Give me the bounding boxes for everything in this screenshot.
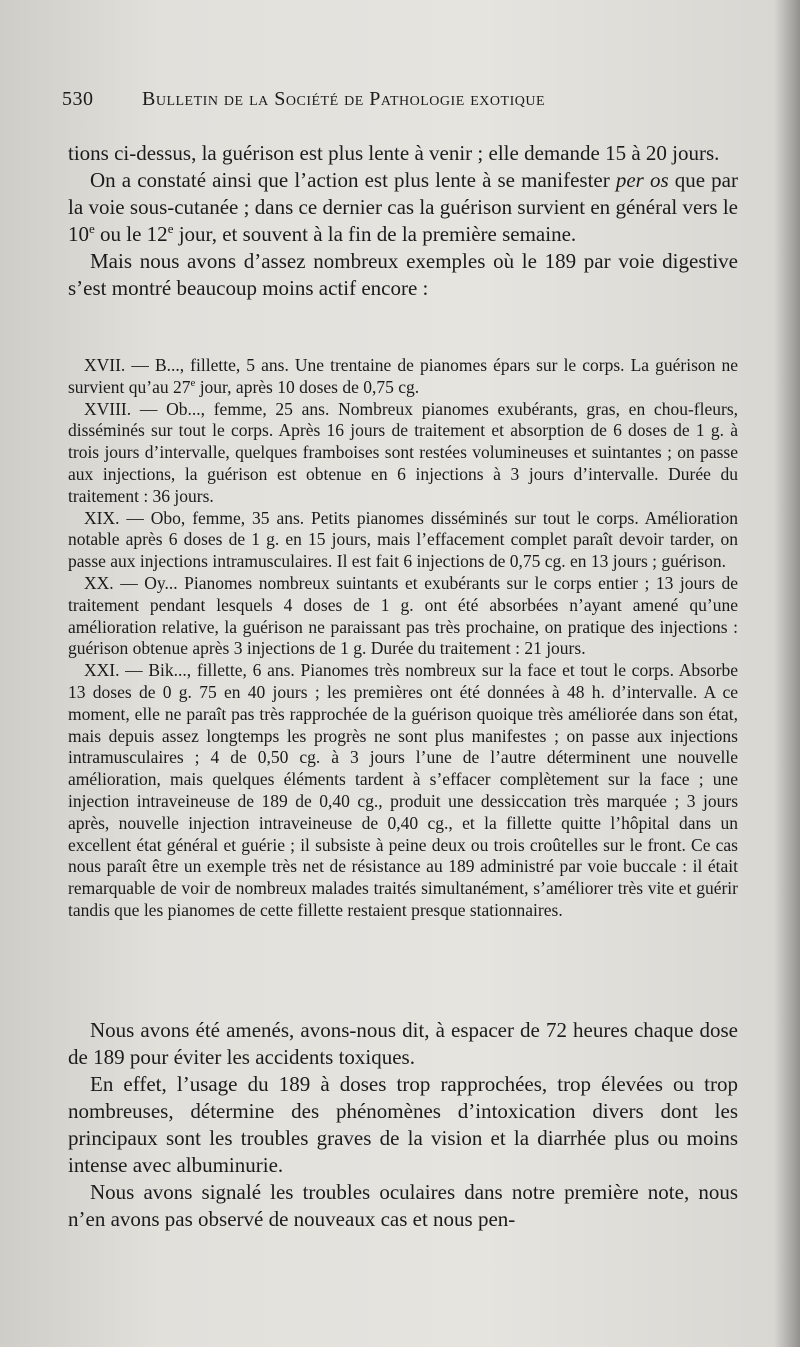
intro-paragraph-1: tions ci-dessus, la guérison est plus lente à venir ; elle demande 15 à 20 jours. <box>68 141 720 165</box>
case-list <box>68 355 738 922</box>
closing-paragraph-3: Nous avons signalé les troubles oculaires dans notre première note, nous n’en avons pas observé de nouveaux cas et nous pen- <box>68 1180 738 1231</box>
case-xvii: XVII. — B..., fillette, 5 ans. Une trentaine de pianomes épars sur le corps. La guérison ne survient qu’au 27e jour, après 10 doses de 0,75 cg. <box>68 355 738 397</box>
page-number: 530 <box>62 88 94 110</box>
closing-paragraph-2: En effet, l’usage du 189 à doses trop rapprochées, trop élevées ou trop nombreuses, détermine des phénomènes d’intoxication divers dont les principaux sont les troubles graves de la vision et la diarrhée plus ou moins intense avec albuminurie. <box>68 1072 738 1177</box>
case-xviii: XVIII. — Ob..., femme, 25 ans. Nombreux pianomes exubérants, gras, en chou-fleurs, disséminés sur tout le corps. Après 16 jours de traitement et absorption de 6 doses de 1 g. à trois jours d’intervalle, quelques framboises sont restées volumineuses et suintantes ; on passe aux injections, la guérison est obtenue en 6 injections à 3 jours d’intervalle. Durée du traitement : 36 jours. <box>68 398 738 506</box>
case-xxi: XXI. — Bik..., fillette, 6 ans. Pianomes très nombreux sur la face et tout le corps. Absorbe 13 doses de 0 g. 75 en 40 jours ; les premières ont été données à 48 h. d’intervalle. A ce moment, elle ne paraît pas très rapprochée de la guérison quoique très améliorée dans son état, mais depuis assez longtemps les progrès ne sont plus manifestes ; on passe aux injections intramusculaires ; 4 de 0,50 cg. à 3 jours l’une de l’autre déterminent une nouvelle amélioration, mais quelques éléments tardent à s’effacer complètement sur la face ; une injection intraveineuse de 189 de 0,40 cg., produit une dessiccation très marquée ; 3 jours après, nouvelle injection intraveineuse de 0,40 cg., et la fillette quitte l’hôpital dans un excellent état général et guérie ; il subsiste à peine deux ou trois croûtelles sur le front. Ce cas nous paraît être un exemple très net de résistance au 189 administré par voie buccale : il était remarquable de voir de nombreux malades traités simultanément, s’améliorer très vite et guérir tandis que les pianomes de cette fillette restaient presque stationnaires. <box>68 660 738 920</box>
latin-term: per os <box>615 168 669 192</box>
intro-paragraph-3: Mais nous avons d’assez nombreux exemples où le 189 par voie digestive s’est montré beaucoup moins actif encore : <box>68 249 738 300</box>
case-xx: XX. — Oy... Pianomes nombreux suintants et exubérants sur le corps entier ; 13 jours de traitement pendant lesquels 4 doses de 1 g. ont été absorbées n’ayant amené qu’une amélioration relative, la guérison ne paraissant pas très prochaine, on pratique des injections : guérison obtenue après 3 injections de 1 g. Durée du traitement : 21 jours. <box>68 572 738 659</box>
intro-paragraph-2: On a constaté ainsi que l’action est plus lente à se manifester per os que par la voie sous-cutanée ; dans ce dernier cas la guérison survient en général vers le 10e ou le 12e jour, et souvent à la fin de la première semaine. <box>68 168 739 246</box>
journal-title: Bulletin de la Société de Pathologie exotique <box>142 88 546 110</box>
intro-section <box>68 140 738 302</box>
running-header <box>62 88 662 111</box>
closing-paragraph-1: Nous avons été amenés, avons-nous dit, à espacer de 72 heures chaque dose de 189 pour éviter les accidents toxiques. <box>68 1018 738 1069</box>
closing-section <box>68 1017 738 1233</box>
case-xix: XIX. — Obo, femme, 35 ans. Petits pianomes disséminés sur tout le corps. Amélioration notable après 6 doses de 1 g. en 15 jours, mais l’effacement complet paraît devoir tarder, on passe aux injections intramusculaires. Il est fait 6 injections de 0,75 cg. en 13 jours ; guérison. <box>68 507 738 572</box>
